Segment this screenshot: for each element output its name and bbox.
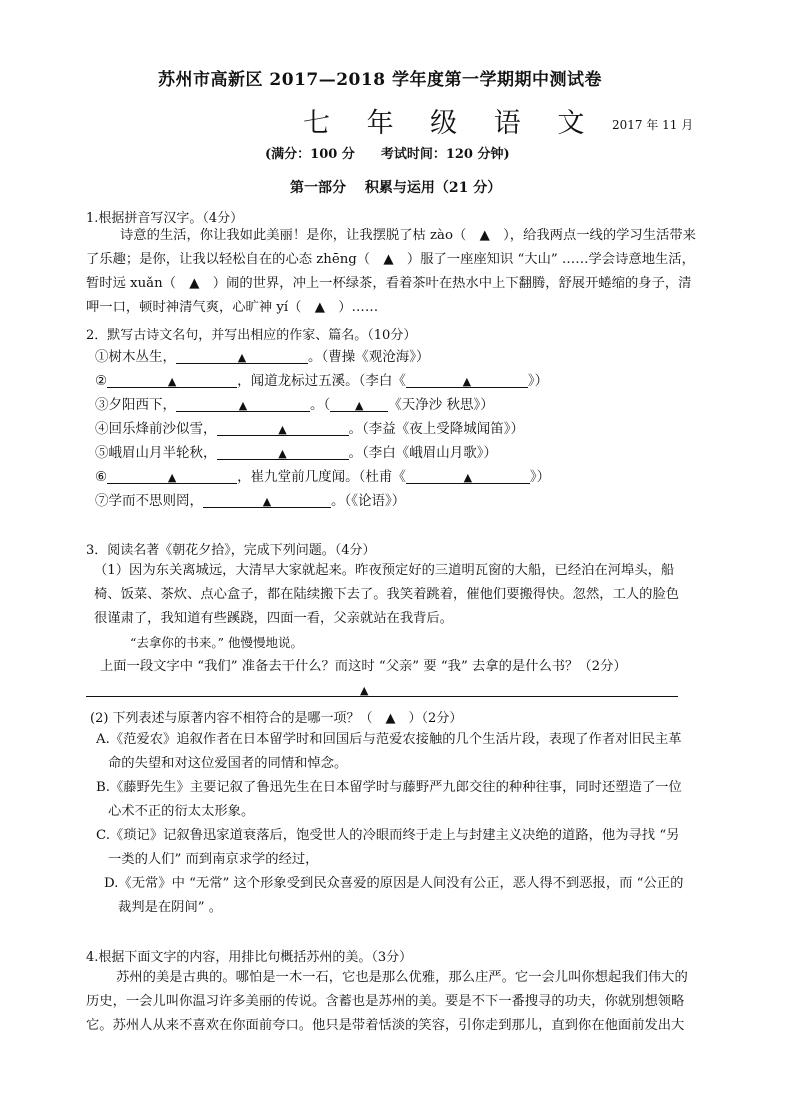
- q1-line-2: 了乐趣；是你，让我以轻松自在的心态 zhēng（ ▲ ）服了一座座知识 “大山” ……学会诗意地生活，: [86, 252, 695, 267]
- q2-item-3: [95, 395, 494, 415]
- q2-item-text: ④回乐烽前沙似雪，: [95, 421, 217, 437]
- q2-item-text: ②: [95, 373, 108, 389]
- q2-item-source: 。（《论语》）: [331, 493, 406, 509]
- answer-marker: ▲: [278, 423, 287, 436]
- q3-question-1: 上面一段文字中 “我们” 准备去干什么？而这时 “父亲” 要 “我” 去拿的是什么书？（2分）: [100, 659, 627, 674]
- answer-blank[interactable]: [176, 395, 310, 412]
- q1-line-3: 暂时远 xuǎn（ ▲ ）闹的世界，冲上一杯绿茶，看着茶叶在热水中上下翻腾，舒展开蜷缩的身子，清: [86, 276, 692, 291]
- q2-item-2: [95, 371, 548, 391]
- q3-passage-1: （1）因为东关离城远，大清早大家就起来。昨夜预定好的三道明瓦窗的大船，已经泊在河埠头，船: [94, 563, 675, 578]
- q2-item-text: ①树木丛生，: [95, 349, 176, 365]
- q2-item-1: [95, 347, 430, 367]
- q1-line-1: 诗意的生活，你让我如此美丽！是你，让我摆脱了枯 zào（ ▲ ），给我两点一线的学习生活带来: [120, 228, 696, 243]
- answer-marker: ▲: [262, 495, 272, 508]
- answer-blank[interactable]: [176, 347, 308, 364]
- q2-item-7: [95, 491, 405, 511]
- answer-line[interactable]: [86, 696, 678, 697]
- answer-blank[interactable]: [203, 491, 331, 508]
- answer-marker: ▲: [462, 375, 472, 388]
- q3-option-a-cont: 命的失望和对这位爱国者的同情和悼念。: [108, 756, 348, 771]
- answer-blank[interactable]: [107, 467, 237, 484]
- q3-option-b-cont: 心术不正的衍太太形象。: [108, 804, 255, 819]
- answer-marker: ▲: [278, 447, 287, 460]
- q2-prompt: 2．默写古诗文名句，并写出相应的作家、篇名。（10分）: [86, 328, 417, 343]
- q2-item-source: ，崔九堂前几度闻。（杜甫《: [237, 469, 406, 485]
- q2-item-source: 。（曹操《观沧海》）: [308, 349, 430, 365]
- q1-line-4: 呷一口，顿时神清气爽，心旷神 yí（ ▲ ）……: [86, 300, 379, 315]
- answer-marker: ▲: [238, 399, 248, 412]
- answer-blank[interactable]: [107, 371, 237, 388]
- q2-item-text: ③夕阳西下，: [95, 397, 176, 413]
- exam-title: 苏州市高新区 2017—2018 学年度第一学期期中测试卷: [158, 70, 602, 90]
- exam-meta: (满分：100 分 考试时间：120 分钟): [265, 147, 510, 162]
- q2-item-source: 。（李白《峨眉山月歌》）: [348, 445, 497, 461]
- q2-item-source: 。（李益《夜上受降城闻笛》）: [348, 421, 524, 437]
- answer-blank[interactable]: [217, 443, 349, 460]
- answer-marker: ▲: [167, 375, 177, 388]
- q1-prompt: 1.根据拼音写汉字。（4分）: [86, 211, 244, 226]
- section-title: 第一部分 积累与运用（21 分）: [290, 180, 502, 196]
- q3-question-2: (2) 下列表述与原著内容不相符合的是哪一项？（ ▲ ）（2分）: [90, 711, 463, 726]
- q2-item-text: ⑦学而不思则罔，: [95, 493, 203, 509]
- exam-date: 2017 年 11 月: [612, 118, 694, 132]
- q2-item-text: ⑤峨眉山月半轮秋，: [95, 445, 217, 461]
- answer-marker: ▲: [167, 471, 177, 484]
- q2-item-end: 》）: [527, 373, 549, 389]
- q4-line-1: 苏州的美是古典的。哪怕是一木一石，它也是那么优雅，那么庄严。它一会儿叫你想起我们伟大的: [116, 970, 688, 985]
- q2-item-4: [95, 419, 524, 439]
- q4-prompt: 4.根据下面文字的内容，用排比句概括苏州的美。（3分）: [86, 950, 413, 965]
- subject-title: 七 年 级 语 文: [303, 108, 599, 139]
- answer-blank[interactable]: [406, 371, 528, 388]
- q2-item-end: 《天净沙 秋思》）: [388, 397, 494, 413]
- q3-passage-4: “去拿你的书来。” 他慢慢地说。: [130, 635, 304, 650]
- q3-option-a[interactable]: A.《范爱农》追叙作者在日本留学时和回国后与范爱农接触的几个生活片段，表现了作者对旧民主革: [96, 732, 682, 747]
- q3-option-c[interactable]: C.《琐记》记叙鲁迅家道衰落后，饱受世人的冷眼而终于走上与封建主义决绝的道路，他为寻找 “另: [96, 828, 680, 843]
- q2-item-text: ⑥: [95, 469, 108, 485]
- answer-blank[interactable]: [217, 419, 349, 436]
- q3-option-d-cont: 裁判是在阴间” 。: [118, 900, 223, 915]
- q2-item-6: [95, 467, 550, 487]
- answer-marker: ▲: [237, 351, 247, 364]
- q3-option-d[interactable]: D.《无常》中 “无常” 这个形象受到民众喜爱的原因是人间没有公正，恶人得不到恶报，而 “公正的: [104, 876, 684, 891]
- answer-marker: ▲: [360, 684, 369, 697]
- answer-marker: ▲: [355, 399, 364, 412]
- q2-item-5: [95, 443, 497, 463]
- q3-passage-3: 很谨肃了，我知道有些蹊跷，四面一看，父亲就站在我背后。: [94, 611, 454, 626]
- answer-marker: ▲: [463, 471, 473, 484]
- q2-item-end: 》）: [529, 469, 551, 485]
- q3-passage-2: 椅、饭菜、茶炊、点心盒子，都在陆续搬下去了。我笑着跳着，催他们要搬得快。忽然，工人的脸色: [94, 587, 680, 602]
- q4-line-3: 它。苏州人从来不喜欢在你面前夸口。他只是带着恬淡的笑容，引你走到那儿，直到你在他面前发出大: [86, 1018, 685, 1033]
- q2-item-source: ，闻道龙标过五溪。（李白《: [237, 373, 406, 389]
- q3-option-b[interactable]: B.《藤野先生》主要记叙了鲁迅先生在日本留学时与藤野严九郎交往的种种往事，同时还塑造了一位: [96, 780, 682, 795]
- q3-option-c-cont: 一类的人们” 而到南京求学的经过，: [108, 852, 319, 867]
- answer-blank[interactable]: [330, 395, 388, 412]
- answer-blank[interactable]: [406, 467, 530, 484]
- q2-item-source: 。（: [310, 397, 331, 413]
- q3-prompt: 3．阅读名著《朝花夕拾》，完成下列问题。（4分）: [86, 543, 376, 558]
- q4-line-2: 历史，一会儿叫你温习许多美丽的传说。含蓄也是苏州的美。要是不下一番搜寻的功夫，你就别想领略: [86, 994, 685, 1009]
